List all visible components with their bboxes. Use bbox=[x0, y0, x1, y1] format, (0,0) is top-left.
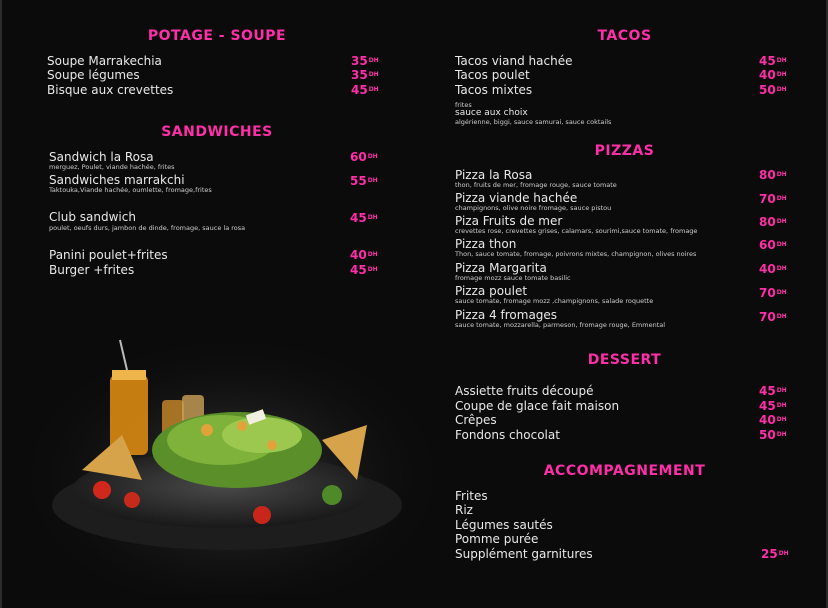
menu-item-price: $45^{DH}$ bbox=[759, 384, 787, 398]
menu-item-price: $60^{DH}$ bbox=[350, 150, 378, 164]
section-title-dessert: DESSERT bbox=[587, 352, 662, 368]
menu-item-name: Panini poulet+frites bbox=[49, 248, 168, 262]
section-title-sandwiches: SANDWICHES bbox=[161, 124, 273, 140]
menu-item-name: Bisque aux crevettes bbox=[47, 83, 174, 97]
menu-item-price: $35^{DH}$ bbox=[351, 54, 379, 68]
menu-item-name: Sandwiches marrakchi bbox=[49, 173, 185, 187]
menu-item-name: Pizza la Rosa bbox=[455, 168, 533, 182]
menu-item-name: Crêpes bbox=[455, 413, 497, 427]
menu-item-name: Soupe légumes bbox=[47, 68, 140, 82]
menu-item-price: $50^{DH}$ bbox=[759, 83, 787, 97]
menu-item-name: Frites bbox=[455, 489, 488, 503]
menu-item-price: $80^{DH}$ bbox=[759, 168, 787, 182]
menu-item-price: $70^{DH}$ bbox=[759, 192, 787, 206]
menu-item-name: Tacos viand hachée bbox=[455, 54, 573, 68]
menu-item-description: champignons, olive noire fromage, sauce pistou bbox=[455, 204, 612, 212]
menu-item-description: fromage mozz sauce tomate basilic bbox=[455, 274, 571, 282]
menu-item-description: sauce tomate, fromage mozz ,champignons, salade roquette bbox=[455, 297, 654, 305]
menu-item-price: $45^{DH}$ bbox=[350, 211, 378, 225]
menu-item-name: Coupe de glace fait maison bbox=[455, 399, 620, 413]
menu-item-name: Soupe Marrakechia bbox=[47, 54, 162, 68]
section-title-pizzas: PIZZAS bbox=[594, 143, 655, 159]
tacos-note-frites: frites bbox=[455, 101, 472, 109]
menu-item-price: $25^{DH}$ bbox=[761, 547, 789, 561]
menu-item-price: $45^{DH}$ bbox=[759, 54, 787, 68]
menu-item-price: $55^{DH}$ bbox=[350, 174, 378, 188]
food-photo bbox=[32, 330, 432, 595]
menu-item-price: $40^{DH}$ bbox=[759, 413, 787, 427]
menu-item-name: Supplément garnitures bbox=[455, 547, 593, 561]
menu-item-price: $40^{DH}$ bbox=[759, 262, 787, 276]
menu-item-price: $45^{DH}$ bbox=[350, 263, 378, 277]
menu-item-price: $80^{DH}$ bbox=[759, 215, 787, 229]
section-title-potage: POTAGE - SOUPE bbox=[147, 28, 287, 44]
menu-item-name: Riz bbox=[455, 503, 473, 517]
menu-item-description: crevettes rose, crevettes grises, calamars, sourimi,sauce tomate, fromage bbox=[455, 227, 698, 235]
menu-item-price: $50^{DH}$ bbox=[759, 428, 787, 442]
menu-item-name: Tacos poulet bbox=[455, 68, 530, 82]
menu-item-price: $45^{DH}$ bbox=[351, 83, 379, 97]
menu-item-description: thon, fruits de mer, fromage rouge, sauce tomate bbox=[455, 181, 617, 189]
menu-item-price: $70^{DH}$ bbox=[759, 310, 787, 324]
menu-item-description: Thon, sauce tomate, fromage, poivrons mixtes, champignon, olives noires bbox=[455, 250, 697, 258]
menu-item-name: Pizza viande hachée bbox=[455, 191, 578, 205]
menu-item-name: Burger +frites bbox=[49, 263, 135, 277]
menu-item-description: merguez, Poulet, viande hachée, frites bbox=[49, 163, 175, 171]
menu-item-name: Pizza poulet bbox=[455, 284, 528, 298]
tacos-note-sauces-list: algérienne, biggi, sauce samurai, sauce coktails bbox=[455, 118, 612, 126]
menu-item-name: Sandwich la Rosa bbox=[49, 150, 154, 164]
menu-item-name: Pizza thon bbox=[455, 237, 517, 251]
section-title-tacos: TACOS bbox=[597, 28, 652, 44]
menu-item-description: Taktouka,Viande hachée, oumlette, fromage,frites bbox=[49, 186, 212, 194]
menu-item-name: Tacos mixtes bbox=[455, 83, 533, 97]
menu-item-name: Légumes sautés bbox=[455, 518, 553, 532]
menu-item-price: $40^{DH}$ bbox=[350, 248, 378, 262]
tacos-note-sauce: sauce aux choix bbox=[455, 108, 528, 118]
menu-item-price: $45^{DH}$ bbox=[759, 399, 787, 413]
menu-item-price: $70^{DH}$ bbox=[759, 286, 787, 300]
menu-item-name: Pizza 4 fromages bbox=[455, 308, 558, 322]
menu-item-name: Fondons chocolat bbox=[455, 428, 560, 442]
menu-item-name: Pizza Margarita bbox=[455, 261, 547, 275]
menu-item-price: $35^{DH}$ bbox=[351, 68, 379, 82]
menu-item-description: poulet, oeufs durs, jambon de dinde, fromage, sauce la rosa bbox=[49, 224, 246, 232]
menu-item-name: Assiette fruits découpé bbox=[455, 384, 594, 398]
menu-item-name: Club sandwich bbox=[49, 210, 136, 224]
menu-item-name: Pomme purée bbox=[455, 532, 539, 546]
menu-item-price: $40^{DH}$ bbox=[759, 68, 787, 82]
menu-item-name: Piza Fruits de mer bbox=[455, 214, 563, 228]
menu-item-description: sauce tomate, mozzarella, parmeson, fromage rouge, Emmental bbox=[455, 321, 666, 329]
section-title-accompagnement: ACCOMPAGNEMENT bbox=[543, 463, 706, 479]
menu-item-price: $60^{DH}$ bbox=[759, 238, 787, 252]
